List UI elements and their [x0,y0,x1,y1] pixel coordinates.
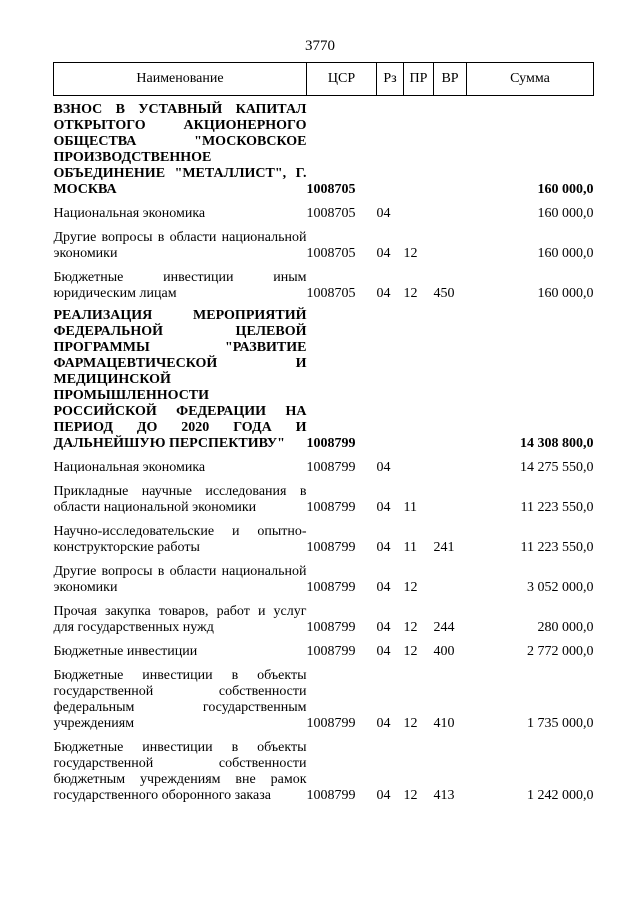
row-csr: 1008705 [306,286,356,301]
row-pr: 12 [403,286,418,301]
row-vr: 400 [433,644,455,659]
row-sum: 14 308 800,0 [520,436,594,451]
table-row [54,660,594,732]
row-name: Национальная экономика [53,460,206,475]
row-csr: 1008799 [306,644,356,659]
row-pr [404,302,434,452]
row-pr: 12 [403,788,418,803]
row-sum: 280 000,0 [537,620,594,635]
row-sum: 14 275 550,0 [520,460,594,475]
row-rz: 04 [376,580,391,595]
row-vr: 413 [433,788,455,803]
row-vr: 410 [433,716,455,731]
row-csr: 1008705 [306,182,356,197]
row-sum: 160 000,0 [537,246,594,261]
row-csr: 1008705 [306,206,356,221]
table-row [54,302,594,452]
row-vr [434,198,467,222]
row-name: РЕАЛИЗАЦИЯ МЕРОПРИЯТИЙ ФЕДЕРАЛЬНОЙ ЦЕЛЕВОЙ ПРОГРАММЫ "РАЗВИТИЕ ФАРМАЦЕВТИЧЕСКОЙ И МЕДИЦИНСКОЙ ПРОМЫШЛЕННОСТИ РОССИЙСКОЙ ФЕДЕРАЦИИ НА ПЕРИОД ДО 2020 ГОДА И ДАЛЬНЕЙШУЮ ПЕРСПЕКТИВУ" [53,308,307,451]
row-name: Бюджетные инвестиции иным юридическим лицам [53,270,307,301]
row-csr: 1008705 [306,246,356,261]
row-vr: 244 [433,620,455,635]
row-vr [434,96,467,199]
row-pr [404,96,434,199]
row-pr: 12 [403,580,418,595]
row-name: ВЗНОС В УСТАВНЫЙ КАПИТАЛ ОТКРЫТОГО АКЦИОНЕРНОГО ОБЩЕСТВА "МОСКОВСКОЕ ПРОИЗВОДСТВЕННОЕ ОБЪЕДИНЕНИЕ "МЕТАЛЛИСТ", Г. МОСКВА [53,102,307,197]
row-vr: 241 [433,540,455,555]
row-csr: 1008799 [306,500,356,515]
row-sum: 11 223 550,0 [520,540,594,555]
header-sum: Сумма [467,63,594,96]
table-row [54,452,594,476]
row-name: Другие вопросы в области национальной экономики [53,564,307,595]
header-rz: Рз [377,63,404,96]
row-sum: 160 000,0 [537,286,594,301]
row-rz [377,302,404,452]
header-vr: ВР [434,63,467,96]
table-row [54,96,594,199]
row-rz [377,96,404,199]
row-rz: 04 [376,644,391,659]
row-vr [434,556,467,596]
row-pr: 12 [403,716,418,731]
row-pr: 12 [403,620,418,635]
row-sum: 160 000,0 [537,206,594,221]
table-row [54,732,594,804]
row-rz: 04 [376,540,391,555]
table-row [54,262,594,302]
row-pr [404,452,434,476]
row-rz: 04 [376,246,391,261]
row-vr: 450 [433,286,455,301]
row-sum: 1 242 000,0 [527,788,594,803]
row-name: Научно-исследовательские и опытно-конструкторские работы [53,524,307,555]
row-sum: 160 000,0 [537,182,594,197]
row-pr: 12 [403,644,418,659]
row-csr: 1008799 [306,436,356,451]
row-rz: 04 [376,460,391,475]
row-pr: 11 [403,500,417,515]
row-name: Бюджетные инвестиции в объекты государственной собственности федеральным государственным учреждениям [53,668,307,731]
row-csr: 1008799 [306,540,356,555]
header-name: Наименование [54,63,307,96]
row-pr [404,198,434,222]
row-vr [434,302,467,452]
row-name: Бюджетные инвестиции [53,644,198,659]
row-csr: 1008799 [306,580,356,595]
header-csr: ЦСР [307,63,377,96]
table-header-row [54,63,594,96]
table-row [54,476,594,516]
row-sum: 3 052 000,0 [527,580,594,595]
row-vr [434,452,467,476]
table-row [54,222,594,262]
row-vr [434,222,467,262]
row-csr: 1008799 [306,460,356,475]
page-number: 3770 [305,38,335,54]
row-name: Прочая закупка товаров, работ и услуг для государственных нужд [53,604,307,635]
row-sum: 2 772 000,0 [527,644,594,659]
row-sum: 11 223 550,0 [520,500,594,515]
table-row [54,516,594,556]
table-row [54,198,594,222]
row-csr: 1008799 [306,620,356,635]
row-csr: 1008799 [306,788,356,803]
row-pr: 12 [403,246,418,261]
row-vr [434,476,467,516]
table-body [54,96,594,805]
table-row [54,556,594,596]
table-row [54,596,594,636]
row-name: Другие вопросы в области национальной экономики [53,230,307,261]
row-name: Национальная экономика [53,206,206,221]
row-rz: 04 [376,286,391,301]
row-rz: 04 [376,788,391,803]
row-name: Бюджетные инвестиции в объекты государственной собственности бюджетным учреждениям вне рамок государственного оборонного заказа [53,740,307,803]
row-pr: 11 [403,540,417,555]
row-name: Прикладные научные исследования в области национальной экономики [53,484,307,515]
row-rz: 04 [376,716,391,731]
row-rz: 04 [376,620,391,635]
row-csr: 1008799 [306,716,356,731]
row-sum: 1 735 000,0 [527,716,594,731]
budget-table [53,62,594,804]
row-rz: 04 [376,500,391,515]
row-rz: 04 [376,206,391,221]
header-pr: ПР [404,63,434,96]
table-row [54,636,594,660]
